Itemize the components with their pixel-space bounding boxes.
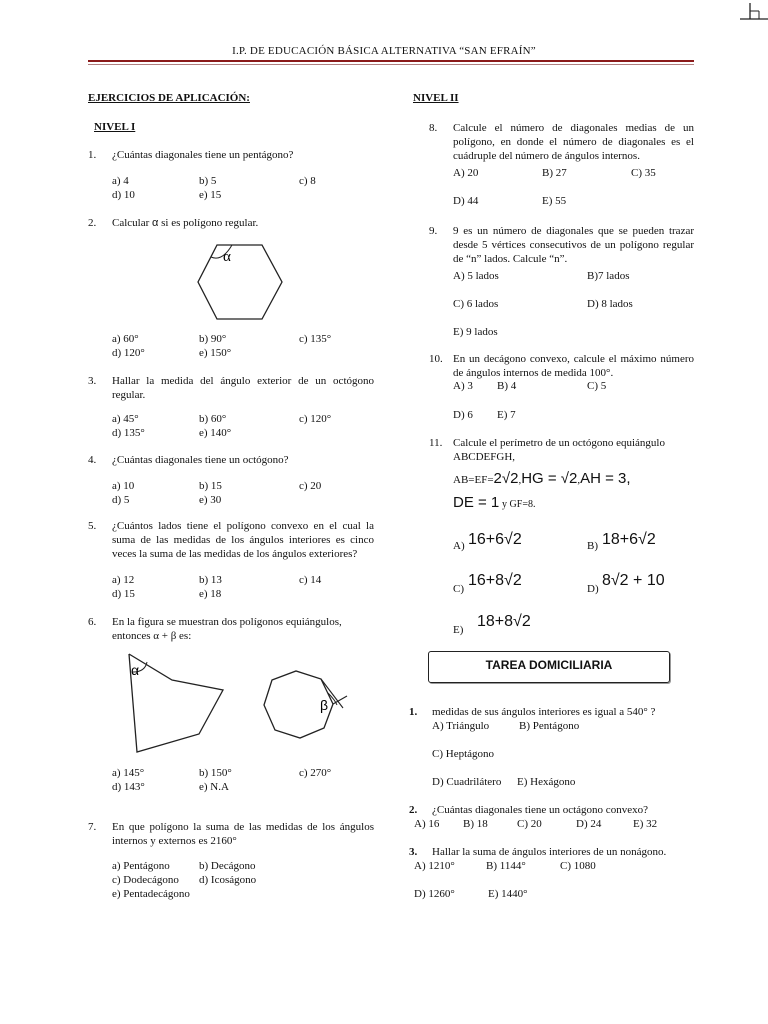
option-e: e) Pentadecágono [112, 888, 190, 900]
question-1 [88, 148, 376, 164]
header-rule-thin [88, 64, 694, 65]
option-c: C) 5 [587, 380, 607, 392]
option-d: D) 44 [453, 195, 479, 207]
question-number: 1. [409, 706, 418, 718]
question-text: 9 es un número de diagonales que se pueden trazar desde 5 vértices consecutivos de un polígono regular de “n” lados. Calcule “n”. [453, 225, 694, 265]
option-d: d) 10 [112, 189, 135, 201]
option-b: B) 18 [463, 818, 488, 830]
option-e: e) 150° [199, 347, 232, 359]
option-c: C) 20 [517, 818, 542, 830]
question-number: 4. [88, 454, 97, 466]
option-b: b) 90° [199, 333, 227, 345]
option-a: a) Pentágono [112, 860, 170, 872]
option-d: D) 24 [576, 818, 602, 830]
page-header-title: I.P. DE EDUCACIÓN BÁSICA ALTERNATIVA “SAN EFRAÍN” [232, 45, 536, 57]
option-b: b) 60° [199, 413, 227, 425]
question-4 [88, 453, 376, 469]
question-number: 1. [88, 149, 97, 161]
question-3 [88, 374, 374, 404]
option-a: a) 4 [112, 175, 129, 187]
homework-title-box: TAREA DOMICILIARIA [428, 651, 670, 683]
option-e: E) Hexágono [517, 776, 576, 788]
option-c-value: 16+8√2 [468, 572, 522, 589]
option-e: E) 55 [542, 195, 567, 207]
option-c-label: C) [453, 583, 464, 595]
option-b-value: 18+6√2 [602, 531, 656, 548]
question-number: 7. [88, 821, 97, 833]
question-number: 6. [88, 616, 97, 628]
option-e: E) 32 [633, 818, 658, 830]
section-title: EJERCICIOS DE APLICACIÓN: [88, 92, 250, 104]
option-a: A) Triángulo [432, 720, 490, 732]
alpha-label: α [131, 662, 140, 678]
option-d: D) Cuadrilátero [432, 776, 502, 788]
option-c: c) 20 [299, 480, 322, 492]
question-text: ¿Cuántas diagonales tiene un pentágono? [112, 149, 294, 161]
option-b: B) 1144° [486, 860, 526, 872]
option-c: C) Heptágono [432, 748, 495, 760]
option-b: b) 15 [199, 480, 222, 492]
option-e: E) 9 lados [453, 326, 498, 338]
question-number: 2. [88, 217, 97, 229]
option-a: a) 10 [112, 480, 135, 492]
question-text: Hallar la suma de ángulos interiores de un nonágono. [432, 846, 667, 858]
option-e: e) N.A [199, 781, 229, 793]
hexagon-figure [196, 240, 286, 324]
option-a: a) 145° [112, 767, 145, 779]
header-rule [88, 60, 694, 62]
option-d: D) 1260° [414, 888, 455, 900]
question-number: 9. [429, 225, 438, 237]
option-e-label: E) [453, 624, 464, 636]
option-d: d) 15 [112, 588, 135, 600]
given-line-2: DE = 1 y GF=8. [453, 494, 536, 511]
option-b: b) 150° [199, 767, 232, 779]
option-a-label: A) [453, 540, 465, 552]
question-text: Hallar la medida del ángulo exterior de un octógono regular. [112, 375, 374, 401]
option-b: b) 13 [199, 574, 222, 586]
option-a-value: 16+6√2 [468, 531, 522, 548]
option-a: A) 3 [453, 380, 473, 392]
option-d-label: D) [587, 583, 599, 595]
option-c: C) 6 lados [453, 298, 499, 310]
option-a: a) 60° [112, 333, 139, 345]
question-7 [88, 820, 374, 850]
question-number: 3. [88, 375, 97, 387]
question-number: 11. [429, 437, 443, 449]
option-e: e) 18 [199, 588, 222, 600]
question-text: En la figura se muestran dos polígonos equiángulos, entonces α + β es: [112, 616, 342, 642]
question-text: ¿Cuántos lados tiene el polígono convexo en el cual la suma de las medidas de los ángulos interiores es cinco veces la suma de las medidas de los ángulos exteriores? [112, 520, 374, 560]
option-c: C) 35 [631, 167, 656, 179]
option-d-value: 8√2 + 10 [602, 572, 665, 589]
option-a: a) 45° [112, 413, 139, 425]
option-c: c) 8 [299, 175, 316, 187]
question-9 [429, 224, 694, 268]
option-c: c) 135° [299, 333, 332, 345]
question-2 [88, 216, 376, 232]
question-number: 10. [429, 353, 443, 365]
option-d: d) Icoságono [199, 874, 257, 886]
question-number: 5. [88, 520, 97, 532]
option-b: B) 4 [497, 380, 517, 392]
option-b-label: B) [587, 540, 598, 552]
corner-mark-icon [735, 0, 768, 26]
option-b: B)7 lados [587, 270, 630, 282]
option-b: b) Decágono [199, 860, 256, 872]
question-number: 2. [409, 804, 418, 816]
option-e-value: 18+8√2 [477, 613, 531, 630]
question-text: En un decágono convexo, calcule el máximo número de ángulos internos de medida 100°. [453, 353, 694, 379]
option-b: B) 27 [542, 167, 567, 179]
question-text: Calcule el número de diagonales medias de un polígono, en donde el número de diagonales es el cuádruple del número de ángulos internos. [453, 122, 694, 162]
option-d: d) 143° [112, 781, 145, 793]
question-text: Calcular α si es polígono regular. [112, 217, 259, 229]
beta-label: β [320, 697, 329, 713]
question-11 [429, 436, 694, 466]
option-c: C) 1080 [560, 860, 596, 872]
question-number: 8. [429, 122, 438, 134]
option-c: c) Dodecágono [112, 874, 179, 886]
option-e: e) 15 [199, 189, 222, 201]
question-10 [429, 352, 694, 382]
option-d: d) 120° [112, 347, 145, 359]
question-text: Calcule el perímetro de un octógono equiángulo ABCDEFGH, [453, 437, 665, 463]
option-a: A) 5 lados [453, 270, 499, 282]
question-text: medidas de sus ángulos interiores es igual a 540° ? [432, 706, 656, 718]
option-d: D) 8 lados [587, 298, 633, 310]
option-e: e) 140° [199, 427, 232, 439]
option-e: e) 30 [199, 494, 222, 506]
option-b: B) Pentágono [519, 720, 580, 732]
question-5 [88, 519, 374, 563]
option-a: A) 16 [414, 818, 440, 830]
question-6 [88, 615, 376, 645]
option-d: D) 6 [453, 409, 473, 421]
option-d: d) 5 [112, 494, 130, 506]
option-a: A) 20 [453, 167, 479, 179]
option-e: E) 1440° [488, 888, 528, 900]
question-text: ¿Cuántas diagonales tiene un octágono convexo? [432, 804, 648, 816]
question-number: 3. [409, 846, 418, 858]
level-title-2: NIVEL II [413, 92, 459, 104]
option-a: a) 12 [112, 574, 135, 586]
question-text: ¿Cuántas diagonales tiene un octógono? [112, 454, 289, 466]
given-line-1: AB=EF=2√2,HG = √2,AH = 3, [453, 470, 631, 487]
option-d: d) 135° [112, 427, 145, 439]
two-polygons-figure [125, 648, 357, 760]
option-e: E) 7 [497, 409, 516, 421]
level-title-1: NIVEL I [94, 121, 136, 133]
question-text: En que polígono la suma de las medidas de los ángulos internos y externos es 2160° [112, 821, 374, 847]
option-c: c) 14 [299, 574, 322, 586]
alpha-label: α [223, 249, 231, 265]
question-8 [429, 121, 694, 165]
option-c: c) 270° [299, 767, 332, 779]
option-c: c) 120° [299, 413, 332, 425]
option-b: b) 5 [199, 175, 217, 187]
option-a: A) 1210° [414, 860, 455, 872]
